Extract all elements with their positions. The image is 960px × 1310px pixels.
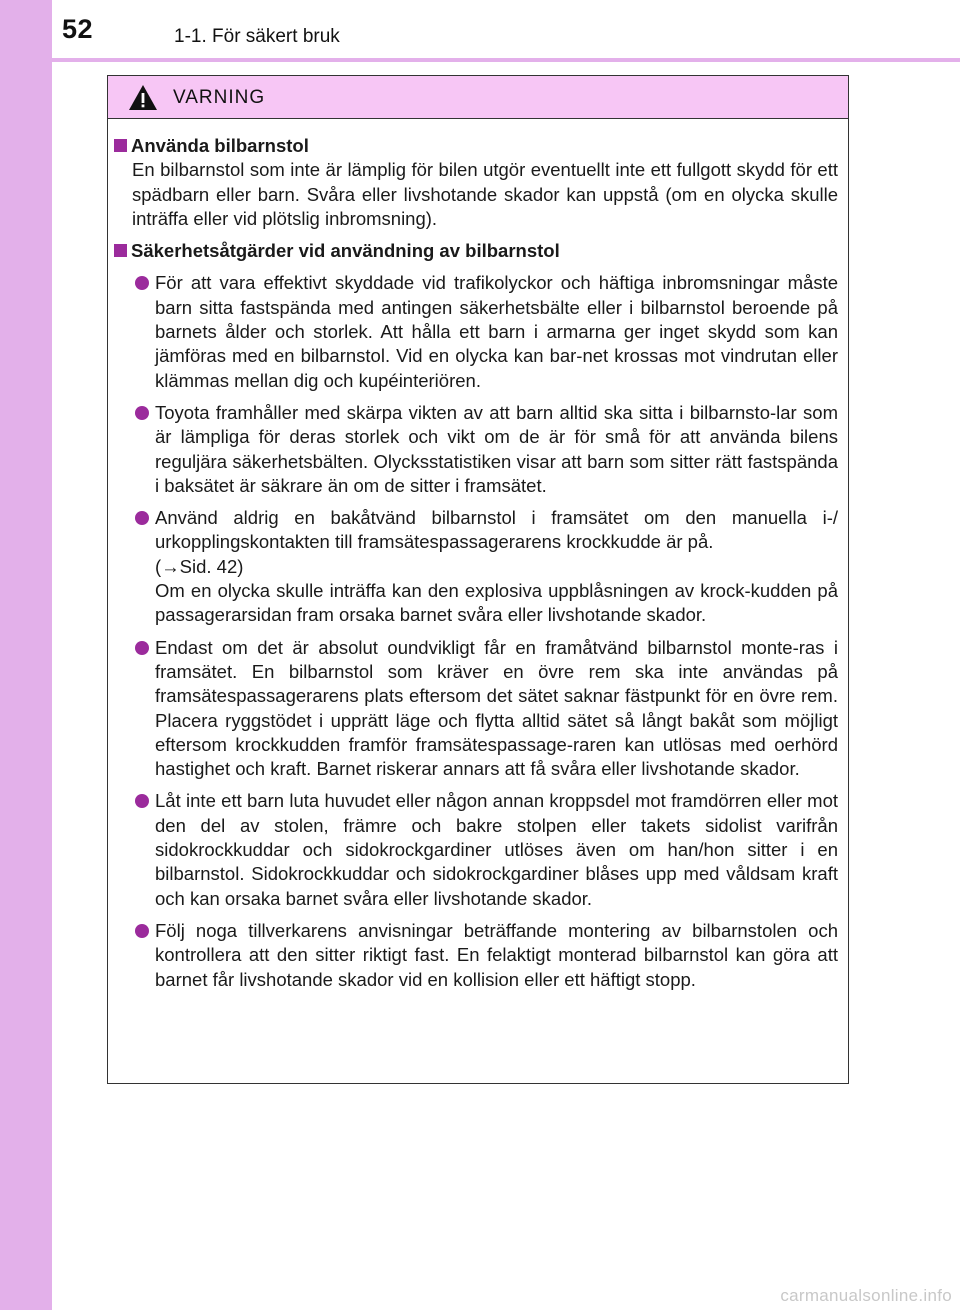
list-item: Låt inte ett barn luta huvudet eller någon annan kroppsdel mot framdörren eller mot den del av stolen, främre och bakre stolpen eller takets sidolist varifrån sidokrockkuddar och sidokrockgardiner utlöses även om han/hon sitter i en bilbarnstol. Sidokrockkuddar och sidokrockgardiner blåses upp med våldsam kraft och kan orsaka barnet svåra eller livshotande skador. <box>108 789 848 910</box>
round-bullet-icon <box>135 641 149 655</box>
list-item: För att vara effektivt skyddade vid trafikolyckor och häftiga inbromsningar måste barn sitta fastspända med antingen säkerhetsbälte eller i bilbarnstol beroende på barnets ålder och storlek. Att hålla ett barn i armarna ger inget skydd som kan jämföras med en bilbarnstol. Vid en olycka kan bar-net krossas mot vindrutan eller klämmas mellan dig och kupéinteriören. <box>108 271 848 392</box>
page-number: 52 <box>62 14 94 44</box>
section-title: 1-1. För säkert bruk <box>174 26 340 47</box>
square-bullet-icon <box>114 244 127 257</box>
list-item: Använd aldrig en bakåtvänd bilbarnstol i framsätet om den manuella i-/ urkopplingskontakten till framsätespassagerarens krockkudde är på. (→Sid. 42) Om en olycka skulle inträffa kan den explosiva uppblåsningen av krock-kudden på passagerarsidan fram orsaka barnet svåra eller livshotande skador. <box>108 506 848 627</box>
watermark: carmanualsonline.info <box>780 1286 952 1305</box>
list-item: Toyota framhåller med skärpa vikten av att barn alltid ska sitta i bilbarnsto-lar som är lämpliga för deras storlek och vikt om de är för små för att använda bilens reguljära säkerhetsbälten. Olycksstatistiken visar att barn som sitter rätt fastspända i baksätet är säkrare än om de sitter i framsätet. <box>108 401 848 498</box>
round-bullet-icon <box>135 794 149 808</box>
page-reference-link[interactable]: (→Sid. 42) <box>155 555 244 577</box>
warning-body <box>108 134 848 992</box>
section-text: En bilbarnstol som inte är lämplig för bilen utgör eventuellt inte ett fullgott skydd för ett spädbarn eller barn. Svåra eller livshotande skador kan uppstå (om en olycka skulle inträffa eller vid plötslig inbromsning). <box>132 159 838 229</box>
warning-box <box>107 75 849 1084</box>
list-item: Följ noga tillverkarens anvisningar beträffande montering av bilbarnstolen och kontrollera att den sitter riktigt fast. En felaktigt monterad bilbarnstol kan göra att barnet får livshotande skador vid en kollision eller ett häftigt stopp. <box>108 919 848 992</box>
section-heading: Säkerhetsåtgärder vid användning av bilbarnstol <box>108 239 848 263</box>
list-item: Endast om det är absolut oundvikligt får en framåtvänd bilbarnstol monte-ras i framsätet. En bilbarnstol som kräver en övre rem ska inte användas på framsätespassagerarens plats eftersom det sätet saknar fästpunkt för en övre rem. Placera ryggstödet i upprätt läge och flytta alltid sätet så långt bakåt som möjligt eftersom krockkudden framför framsätespassage-raren kan utlösas med oerhörd hastighet och kraft. Barnet riskerar annars att få svåra eller livshotande skador. <box>108 636 848 782</box>
square-bullet-icon <box>114 139 127 152</box>
warning-triangle-icon <box>128 84 158 111</box>
round-bullet-icon <box>135 276 149 290</box>
round-bullet-icon <box>135 924 149 938</box>
warning-header <box>108 76 848 119</box>
round-bullet-icon <box>135 406 149 420</box>
side-band <box>0 0 52 1310</box>
warning-title: VARNING <box>173 87 266 108</box>
round-bullet-icon <box>135 511 149 525</box>
section-precautions <box>108 239 848 992</box>
section-child-seat <box>108 134 848 231</box>
section-heading: Använda bilbarnstol <box>108 134 848 158</box>
